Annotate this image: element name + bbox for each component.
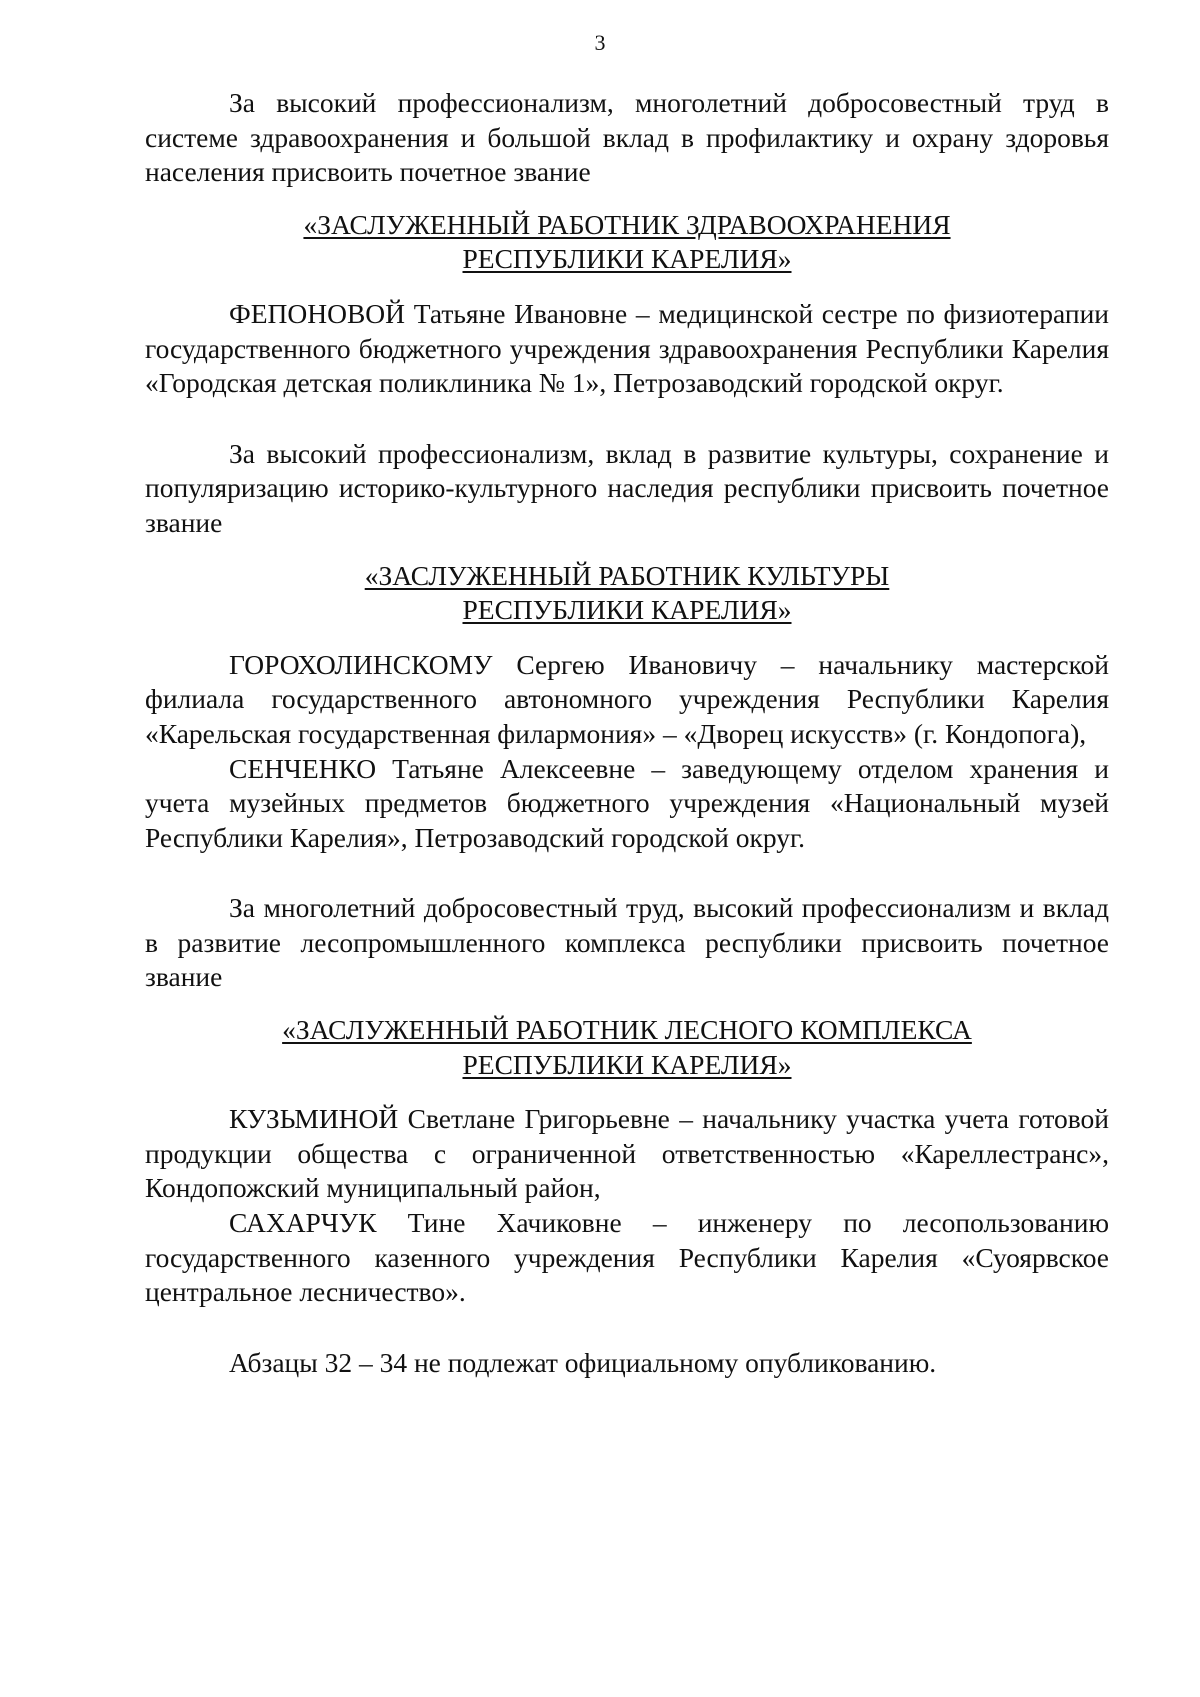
award-title-line: РЕСПУБЛИКИ КАРЕЛИЯ» bbox=[462, 1048, 792, 1080]
awardee-entry: ГОРОХОЛИНСКОМУ Сергею Ивановичу – начальнику мастерской филиала государственного автономного учреждения Республики Карелия «Карельская государственная филармония» – «Дворец искусств» (г. Кондопога), bbox=[145, 648, 1109, 749]
award-section-forestry bbox=[145, 891, 1109, 1310]
award-title bbox=[145, 559, 1109, 628]
award-intro: За высокий профессионализм, многолетний добросовестный труд в системе здравоохранения и большой вклад в профилактику и охрану здоровья населения присвоить почетное звание bbox=[145, 87, 1109, 188]
award-title-line: «ЗАСЛУЖЕННЫЙ РАБОТНИК ЗДРАВООХРАНЕНИЯ bbox=[303, 208, 951, 240]
section-spacer bbox=[145, 401, 1109, 437]
awardee-entry: КУЗЬМИНОЙ Светлане Григорьевне – начальнику участка учета готовой продукции общества с ограниченной ответственностью «Кареллестранс», Кондопожский муниципальный район, bbox=[145, 1103, 1109, 1204]
closing-note: Абзацы 32 – 34 не подлежат официальному опубликованию. bbox=[229, 1346, 937, 1378]
award-section-healthcare bbox=[145, 86, 1109, 401]
award-title-line: «ЗАСЛУЖЕННЫЙ РАБОТНИК КУЛЬТУРЫ bbox=[364, 559, 890, 591]
award-title-line: «ЗАСЛУЖЕННЫЙ РАБОТНИК ЛЕСНОГО КОМПЛЕКСА bbox=[282, 1014, 972, 1046]
award-title bbox=[145, 1013, 1109, 1082]
page-number: 3 bbox=[594, 30, 606, 55]
award-title-line: РЕСПУБЛИКИ КАРЕЛИЯ» bbox=[462, 243, 792, 275]
award-intro: За многолетний добросовестный труд, высокий профессионализм и вклад в развитие лесопромышленного комплекса республики присвоить почетное звание bbox=[145, 892, 1109, 993]
award-title bbox=[145, 208, 1109, 277]
awardee-entry: СЕНЧЕНКО Татьяне Алексеевне – заведующему отделом хранения и учета музейных предметов бюджетного учреждения «Национальный музей Республики Карелия», Петрозаводский городской округ. bbox=[145, 752, 1109, 853]
document-body bbox=[145, 86, 1109, 1380]
award-intro: За высокий профессионализм, вклад в развитие культуры, сохранение и популяризацию историко-культурного наследия республики присвоить почетное звание bbox=[145, 437, 1109, 538]
award-section-culture bbox=[145, 437, 1109, 856]
section-spacer bbox=[145, 855, 1109, 891]
award-title-line: РЕСПУБЛИКИ КАРЕЛИЯ» bbox=[462, 594, 792, 626]
awardee-entry: САХАРЧУК Тине Хачиковне – инженеру по лесопользованию государственного казенного учреждения Республики Карелия «Суоярвское центральное лесничество». bbox=[145, 1207, 1109, 1308]
awardee-entry: ФЕПОНОВОЙ Татьяне Ивановне – медицинской сестре по физиотерапии государственного бюджетного учреждения здравоохранения Республики Карелия «Городская детская поликлиника № 1», Петрозаводский городской округ. bbox=[145, 297, 1109, 399]
